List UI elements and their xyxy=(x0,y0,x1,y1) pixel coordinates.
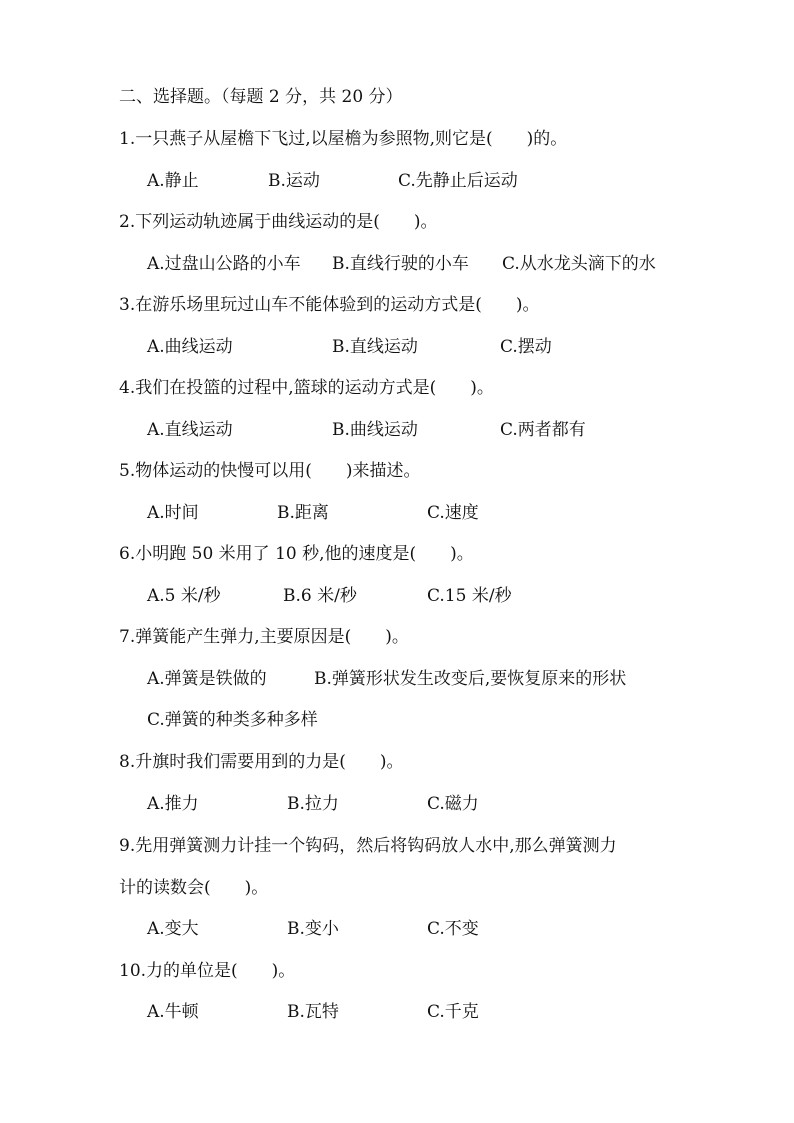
question-3-option-c: C.摆动 xyxy=(500,337,552,357)
question-10-option-a: A.牛顿 xyxy=(147,1002,199,1022)
question-3-option-b: B.直线运动 xyxy=(332,337,418,357)
section-title: 二、选择题。（每题 2 分，共 20 分） xyxy=(119,87,403,107)
question-3-stem: 3.在游乐场里玩过山车不能体验到的运动方式是( )。 xyxy=(119,295,540,315)
question-5-option-c: C.速度 xyxy=(427,503,479,523)
question-10-option-b: B.瓦特 xyxy=(287,1002,339,1022)
question-1-option-c: C.先静止后运动 xyxy=(398,171,518,191)
question-4-option-b: B.曲线运动 xyxy=(332,420,418,440)
question-7-option-b: B.弹簧形状发生改变后,要恢复原来的形状 xyxy=(314,669,627,689)
question-2-option-b: B.直线行驶的小车 xyxy=(332,254,469,274)
question-5-stem: 5.物体运动的快慢可以用( )来描述。 xyxy=(119,461,421,481)
question-6-option-b: B.6 米/秒 xyxy=(283,586,357,606)
question-5-option-b: B.距离 xyxy=(277,503,329,523)
question-6-option-a: A.5 米/秒 xyxy=(147,586,221,606)
question-1-option-a: A.静止 xyxy=(147,171,199,191)
question-10-option-c: C.千克 xyxy=(427,1002,479,1022)
question-8-option-c: C.磁力 xyxy=(427,794,479,814)
question-7-option-a: A.弹簧是铁做的 xyxy=(147,669,267,689)
question-4-option-c: C.两者都有 xyxy=(500,420,586,440)
question-9-option-a: A.变大 xyxy=(147,919,199,939)
question-2-option-a: A.过盘山公路的小车 xyxy=(147,254,301,274)
question-1-option-b: B.运动 xyxy=(268,171,320,191)
question-9-stem: 9.先用弹簧测力计挂一个钩码，然后将钩码放人水中,那么弹簧测力 xyxy=(119,836,617,856)
question-8-stem: 8.升旗时我们需要用到的力是( )。 xyxy=(119,752,404,772)
question-8-option-b: B.拉力 xyxy=(287,794,339,814)
question-1-stem: 1.一只燕子从屋檐下飞过,以屋檐为参照物,则它是( )的。 xyxy=(119,129,568,149)
question-2-stem: 2.下列运动轨迹属于曲线运动的是( )。 xyxy=(119,212,438,232)
question-2-option-c: C.从水龙头滴下的水 xyxy=(502,254,656,274)
question-4-stem: 4.我们在投篮的过程中,篮球的运动方式是( )。 xyxy=(119,378,494,398)
question-9-stem-continued: 计的读数会( )。 xyxy=(119,878,269,898)
question-8-option-a: A.推力 xyxy=(147,794,199,814)
question-6-stem: 6.小明跑 50 米用了 10 秒,他的速度是( )。 xyxy=(119,544,474,564)
question-7-option-c: C.弹簧的种类多种多样 xyxy=(147,710,318,730)
question-10-stem: 10.力的单位是( )。 xyxy=(119,961,296,981)
question-6-option-c: C.15 米/秒 xyxy=(427,586,512,606)
question-5-option-a: A.时间 xyxy=(147,503,199,523)
question-9-option-c: C.不变 xyxy=(427,919,479,939)
question-7-stem: 7.弹簧能产生弹力,主要原因是( )。 xyxy=(119,627,409,647)
question-9-option-b: B.变小 xyxy=(287,919,339,939)
question-4-option-a: A.直线运动 xyxy=(147,420,233,440)
question-3-option-a: A.曲线运动 xyxy=(147,337,233,357)
